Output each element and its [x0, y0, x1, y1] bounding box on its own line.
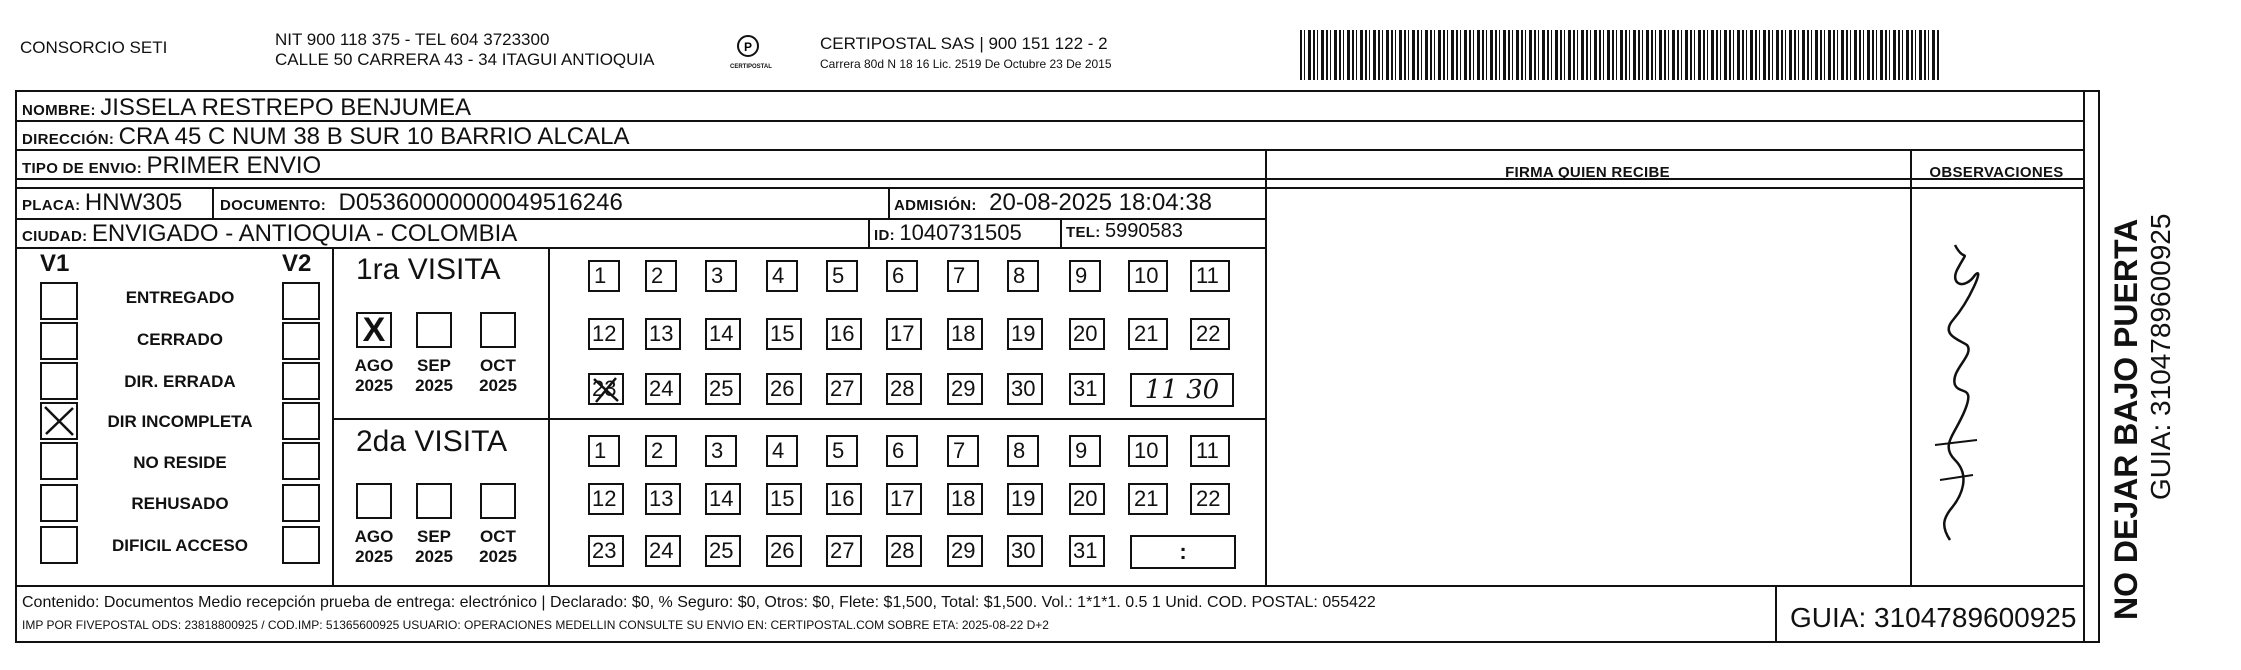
- second-day-6[interactable]: 6: [886, 435, 918, 467]
- second-day-30[interactable]: 30: [1007, 535, 1043, 567]
- second-day-24[interactable]: 24: [645, 535, 681, 567]
- first-day-15[interactable]: 15: [766, 318, 802, 350]
- observaciones-label: OBSERVACIONES: [1929, 164, 2064, 181]
- first-day-8[interactable]: 8: [1007, 260, 1039, 292]
- svg-text:P: P: [743, 40, 753, 54]
- certipostal-line: CERTIPOSTAL SAS | 900 151 122 - 2: [820, 34, 1108, 53]
- nombre-label: NOMBRE:: [22, 102, 96, 119]
- tipo-envio-value: PRIMER ENVIO: [146, 152, 322, 179]
- first-day-16[interactable]: 16: [826, 318, 862, 350]
- second-day-31[interactable]: 31: [1069, 535, 1105, 567]
- second-day-11[interactable]: 11: [1190, 435, 1230, 467]
- first-day-26[interactable]: 26: [766, 373, 802, 405]
- second-day-15[interactable]: 15: [766, 483, 802, 515]
- direccion-value: CRA 45 C NUM 38 B SUR 10 BARRIO ALCALA: [118, 123, 630, 150]
- placa-value: HNW305: [84, 189, 183, 216]
- second-day-18[interactable]: 18: [947, 483, 983, 515]
- second-day-3[interactable]: 3: [705, 435, 737, 467]
- first-day-7[interactable]: 7: [947, 260, 979, 292]
- first-visit-time-value: 11 30: [1144, 375, 1220, 405]
- company-name: CONSORCIO SETI: [20, 38, 168, 57]
- side-divider: [2083, 90, 2085, 643]
- second-day-20[interactable]: 20: [1069, 483, 1105, 515]
- first-visit-month-oct[interactable]: [480, 312, 516, 348]
- first-month-label-sep: SEP 2025: [415, 356, 453, 395]
- firma-area[interactable]: [1267, 189, 1908, 583]
- imp-line: IMP POR FIVEPOSTAL ODS: 23818800925 / COD.IMP: 51365600925 USUARIO: OPERACIONES MEDELLIN CONSULTE SU ENVIO EN: CERTIPOSTAL.COM SOBRE ETA: 2025-08-22 D+2: [22, 618, 1049, 632]
- admision-label: ADMISIÓN:: [894, 197, 977, 214]
- second-month-label-sep: SEP 2025: [415, 527, 453, 566]
- id-value: 1040731505: [899, 220, 1022, 245]
- second-day-13[interactable]: 13: [645, 483, 681, 515]
- tel-value: 5990583: [1104, 220, 1183, 242]
- handwritten-signature-icon: [1895, 225, 2015, 565]
- first-day-25[interactable]: 25: [705, 373, 741, 405]
- second-day-10[interactable]: 10: [1128, 435, 1168, 467]
- id-label: ID:: [874, 227, 895, 244]
- first-day-27[interactable]: 27: [826, 373, 862, 405]
- logo-seal-icon: [733, 34, 763, 58]
- first-day-11[interactable]: 11: [1190, 260, 1230, 292]
- first-day-17[interactable]: 17: [886, 318, 922, 350]
- first-visit-month-mark: X: [362, 311, 386, 349]
- first-day-28[interactable]: 28: [886, 373, 922, 405]
- first-day-3[interactable]: 3: [705, 260, 737, 292]
- second-visit-time-value: :: [1179, 539, 1187, 564]
- first-day-23[interactable]: [588, 373, 624, 405]
- second-visit-month-sep[interactable]: [416, 483, 452, 519]
- status-dir-errada: DIR. ERRADA: [124, 372, 236, 391]
- no-dejar-bajo-puerta: NO DEJAR BAJO PUERTA: [2108, 218, 2144, 620]
- first-day-29[interactable]: 29: [947, 373, 983, 405]
- first-day-20[interactable]: 20: [1069, 318, 1105, 350]
- first-day-9[interactable]: 9: [1069, 260, 1101, 292]
- firma-label: FIRMA QUIEN RECIBE: [1505, 164, 1670, 181]
- first-day-30[interactable]: 30: [1007, 373, 1043, 405]
- first-day-24[interactable]: 24: [645, 373, 681, 405]
- guia-footer: GUIA: 3104789600925: [1790, 602, 2077, 633]
- status-dir-incompleta: DIR INCOMPLETA: [107, 412, 253, 431]
- second-visit-month-ago[interactable]: [356, 483, 392, 519]
- documento-value: D05360000000049516246: [338, 189, 623, 216]
- second-visit-month-oct[interactable]: [480, 483, 516, 519]
- first-day-10[interactable]: 10: [1128, 260, 1168, 292]
- second-day-9[interactable]: 9: [1069, 435, 1101, 467]
- first-day-6[interactable]: 6: [886, 260, 918, 292]
- second-day-25[interactable]: 25: [705, 535, 741, 567]
- direccion-label: DIRECCIÓN:: [22, 131, 115, 148]
- first-day-1[interactable]: 1: [588, 260, 620, 292]
- second-day-27[interactable]: 27: [826, 535, 862, 567]
- second-day-29[interactable]: 29: [947, 535, 983, 567]
- second-visit-time-field[interactable]: [1130, 535, 1236, 569]
- second-day-8[interactable]: 8: [1007, 435, 1039, 467]
- first-day-5[interactable]: 5: [826, 260, 858, 292]
- tel-label: TEL:: [1066, 224, 1101, 241]
- status-entregado: ENTREGADO: [125, 288, 235, 307]
- first-day-13[interactable]: 13: [645, 318, 681, 350]
- documento-label: DOCUMENTO:: [220, 197, 327, 214]
- first-day-14[interactable]: 14: [705, 318, 741, 350]
- first-visit-title: 1ra VISITA: [356, 253, 501, 286]
- contenido-line: Contenido: Documentos Medio recepción prueba de entrega: electrónico | Declarado: $0, % Seguro: $0, Otros: $0, Flete: $1,500, Total: $1,500. Vol.: 1*1*1. 0.5 1 Unid. COD. POSTAL: 055422: [22, 594, 1376, 611]
- placa-label: PLACA:: [22, 197, 81, 214]
- v1-label: V1: [40, 250, 70, 277]
- second-day-7[interactable]: 7: [947, 435, 979, 467]
- ciudad-value: ENVIGADO - ANTIOQUIA - COLOMBIA: [91, 220, 518, 247]
- status-no-reside: NO RESIDE: [133, 453, 227, 472]
- second-month-label-ago: AGO 2025: [354, 527, 394, 566]
- handwritten-x-icon: [590, 375, 624, 405]
- ciudad-label: CIUDAD:: [22, 228, 88, 245]
- second-day-5[interactable]: 5: [826, 435, 858, 467]
- second-day-17[interactable]: 17: [886, 483, 922, 515]
- second-day-21[interactable]: 21: [1128, 483, 1168, 515]
- nombre-value: JISSELA RESTREPO BENJUMEA: [100, 94, 471, 121]
- second-day-1[interactable]: 1: [588, 435, 620, 467]
- first-day-4[interactable]: 4: [766, 260, 798, 292]
- first-visit-time-field[interactable]: [1130, 373, 1234, 407]
- second-month-label-oct: OCT 2025: [479, 527, 517, 566]
- second-day-19[interactable]: 19: [1007, 483, 1043, 515]
- first-day-19[interactable]: 19: [1007, 318, 1043, 350]
- first-day-12[interactable]: 12: [588, 318, 624, 350]
- second-day-26[interactable]: 26: [766, 535, 802, 567]
- address-line: CALLE 50 CARRERA 43 - 34 ITAGUI ANTIOQUIA: [275, 50, 655, 69]
- second-day-16[interactable]: 16: [826, 483, 862, 515]
- second-day-2[interactable]: 2: [645, 435, 677, 467]
- admision-value: 20-08-2025 18:04:38: [989, 189, 1213, 216]
- first-day-18[interactable]: 18: [947, 318, 983, 350]
- second-day-22[interactable]: 22: [1190, 483, 1230, 515]
- logo-caption: CERTIPOSTAL: [730, 64, 772, 70]
- barcode: [1300, 30, 1940, 80]
- status-rehusado: REHUSADO: [131, 494, 229, 513]
- first-visit-month-sep[interactable]: [416, 312, 452, 348]
- second-visit-title: 2da VISITA: [356, 425, 508, 458]
- first-month-label-oct: OCT 2025: [479, 356, 517, 395]
- first-day-21[interactable]: 21: [1128, 318, 1168, 350]
- first-month-label-ago: AGO 2025: [354, 356, 394, 395]
- second-day-4[interactable]: 4: [766, 435, 798, 467]
- second-day-28[interactable]: 28: [886, 535, 922, 567]
- first-day-23-label: 23: [592, 376, 617, 401]
- v2-label: V2: [282, 250, 312, 277]
- guia-vertical: GUIA: 3104789600925: [2145, 213, 2176, 500]
- second-day-14[interactable]: 14: [705, 483, 741, 515]
- second-day-23[interactable]: 23: [588, 535, 624, 567]
- license-line: Carrera 80d N 18 16 Lic. 2519 De Octubre 23 De 2015: [820, 57, 1112, 71]
- first-day-22[interactable]: 22: [1190, 318, 1230, 350]
- certipostal-logo: [730, 34, 772, 74]
- first-day-31[interactable]: 31: [1069, 373, 1105, 405]
- nit-line: NIT 900 118 375 - TEL 604 3723300: [275, 30, 550, 49]
- status-dificil-acceso: DIFICIL ACCESO: [111, 536, 248, 555]
- second-day-12[interactable]: 12: [588, 483, 624, 515]
- first-day-2[interactable]: 2: [645, 260, 677, 292]
- first-visit-month-ago[interactable]: [356, 312, 392, 348]
- status-cerrado: CERRADO: [137, 330, 223, 349]
- tipo-envio-label: TIPO DE ENVIO:: [22, 160, 143, 177]
